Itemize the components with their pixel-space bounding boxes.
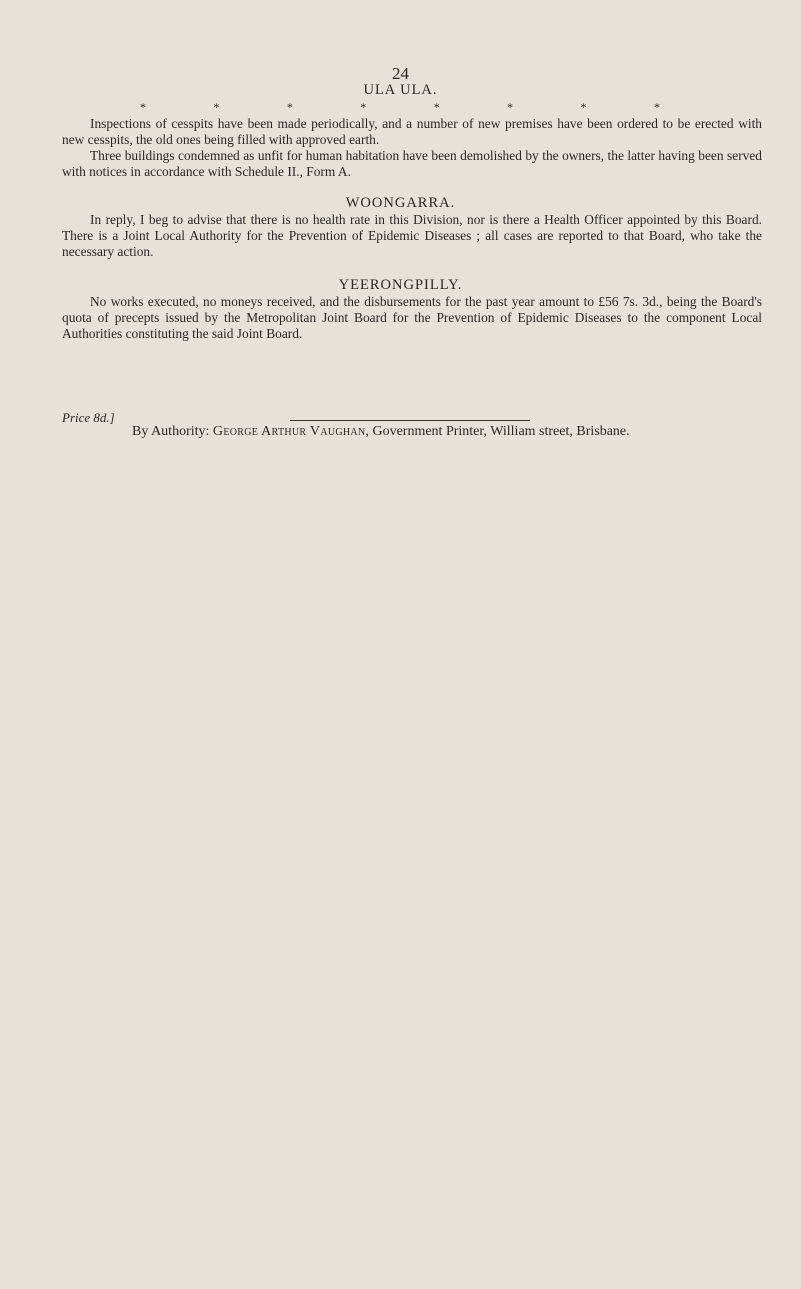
star-mark: *: [140, 100, 146, 114]
star-mark: *: [433, 100, 440, 114]
star-mark: *: [213, 100, 220, 114]
paragraph-ula-ula-1: Inspections of cesspits have been made periodically, and a number of new premises have been ordered to be erected with new cesspits, the old ones being filled with approved earth.: [62, 116, 762, 147]
paragraph-woongarra: In reply, I beg to advise that there is no health rate in this Division, nor is there a Health Officer appointed by this Board. There is a Joint Local Authority for the Prevention of Epidemic Diseases ; all cases are reported to that Board, who take the necessary action.: [62, 212, 762, 259]
paragraph-yeerongpilly: No works executed, no moneys received, and the disbursements for the past year amount to £56 7s. 3d., being the Board's quota of precepts issued by the Metropolitan Joint Board for the Prevention of Epidemic Diseases to the component Local Authorities constituting the said Joint Board.: [62, 294, 762, 341]
imprint-prefix: By Authority:: [132, 424, 210, 439]
star-mark: *: [286, 100, 293, 114]
star-mark: *: [580, 100, 587, 114]
imprint-rule: [290, 420, 530, 421]
section-heading-yeerongpilly: YEERONGPILLY.: [338, 277, 463, 293]
page-number: 24: [392, 64, 409, 83]
section-divider-stars: [140, 100, 660, 115]
star-mark: *: [653, 100, 660, 114]
star-mark: *: [360, 100, 367, 114]
imprint-suffix: , Government Printer, William street, Brisbane.: [365, 424, 630, 439]
printer-name: George Arthur Vaughan: [212, 424, 366, 439]
paragraph-ula-ula-2: Three buildings condemned as unfit for human habitation have been demolished by the owners, the latter having been served with notices in accordance with Schedule II., Form A.: [62, 148, 762, 179]
section-heading-woongarra: WOONGARRA.: [345, 195, 456, 211]
price-note: Price 8d.]: [62, 410, 115, 425]
section-heading-ula-ula: ULA ULA.: [363, 82, 438, 98]
printer-imprint: [132, 424, 630, 440]
star-mark: *: [507, 100, 514, 114]
